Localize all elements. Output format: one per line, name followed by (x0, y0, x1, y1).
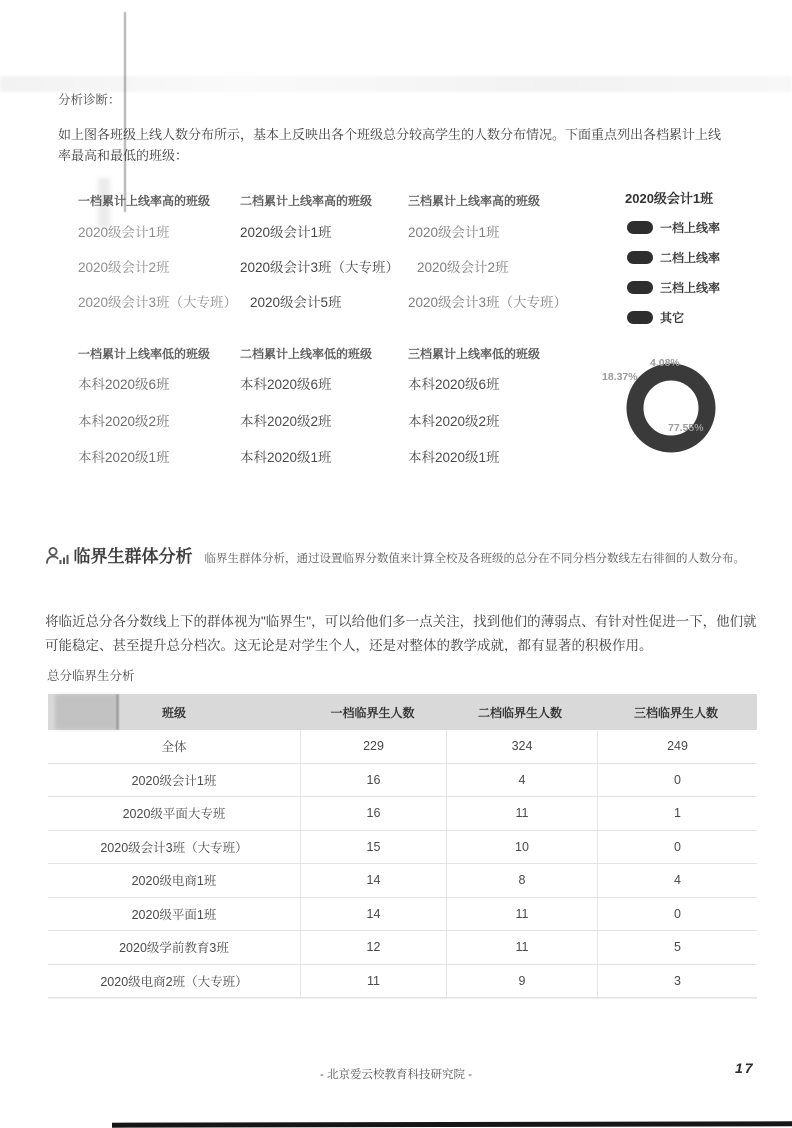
class-name-cell: 2020级会计5班 (250, 295, 342, 310)
legend-label: 二档上线率 (660, 250, 721, 265)
legend-swatch-icon (627, 311, 653, 324)
table-row (48, 931, 757, 965)
scan-streak (124, 12, 126, 212)
tier1-count-cell: 14 (300, 898, 446, 931)
legend-swatch-icon (627, 221, 653, 234)
table-row (48, 730, 757, 764)
donut-chart (616, 353, 726, 463)
tier3-count-cell: 3 (597, 965, 757, 998)
critical-students-table (48, 694, 757, 999)
class-cell: 全体 (161, 740, 187, 755)
legend-item (627, 249, 720, 265)
donut-slice-label: 18.37% (602, 371, 638, 383)
legend-swatch-icon (627, 251, 653, 264)
tier1-count-cell: 229 (300, 730, 446, 763)
class-name-cell: 本科2020级6班 (78, 377, 170, 392)
legend-swatch-icon (627, 281, 653, 294)
class-cell: 2020级电商1班 (131, 874, 217, 889)
legend-label: 三档上线率 (660, 280, 721, 295)
class-name-cell: 2020级会计3班（大专班） (78, 295, 238, 310)
column-header: 一档累计上线率低的班级 (78, 347, 211, 361)
class-name-cell: 2020级会计3班（大专班） (408, 295, 568, 310)
class-name-cell: 本科2020级6班 (240, 377, 332, 392)
class-name-cell: 本科2020级6班 (408, 377, 500, 392)
table-row (48, 764, 757, 798)
chart-title: 2020级会计1班 (625, 191, 714, 206)
tier1-count-cell: 16 (300, 764, 446, 797)
tier1-count-cell: 11 (300, 965, 446, 998)
tier1-count-cell: 15 (300, 831, 446, 864)
table-row (48, 898, 757, 932)
column-header: 班级 (161, 705, 186, 720)
table-header-row (48, 694, 757, 730)
class-name-cell: 本科2020级1班 (408, 450, 500, 465)
class-name-cell: 本科2020级2班 (408, 414, 500, 429)
tier1-count-cell: 14 (300, 864, 446, 897)
donut-ring (616, 353, 726, 463)
legend-item (627, 279, 720, 295)
page-number: 17 (735, 1060, 755, 1076)
tier3-count-cell: 0 (597, 764, 757, 797)
section-paragraph: 将临近总分各分数线上下的群体视为"临界生"，可以给他们多一点关注，找到他们的薄弱点、有针对性促进一下，他们就可能稳定、甚至提升总分档次。这无论是对学生个人，还是对整体的教学成就，都有显著的积极作用。 (45, 614, 757, 653)
scan-edge-bar (112, 1121, 792, 1127)
class-name-cell: 2020级会计2班 (417, 260, 509, 275)
class-cell: 2020级平面1班 (131, 907, 217, 922)
section-title: 临界生群体分析 (73, 547, 193, 566)
class-name-cell: 本科2020级2班 (78, 414, 170, 429)
column-header: 三档累计上线率低的班级 (408, 347, 541, 361)
legend-item (627, 309, 684, 325)
column-header: 二档临界生人数 (477, 705, 562, 720)
section-heading (45, 546, 757, 568)
tier1-count-cell: 12 (300, 931, 446, 964)
column-header: 二档累计上线率高的班级 (240, 194, 373, 208)
tier3-count-cell: 4 (597, 864, 757, 897)
class-cell: 2020级电商2班（大专班） (100, 974, 248, 989)
donut-slice-label: 77.55% (668, 422, 704, 434)
class-name-cell: 本科2020级2班 (240, 414, 332, 429)
class-name-cell: 2020级会计1班 (240, 225, 332, 240)
column-header: 二档累计上线率低的班级 (240, 347, 373, 361)
column-header: 三档临界生人数 (633, 705, 718, 720)
table-row (48, 864, 757, 898)
tier1-count-cell: 16 (300, 797, 446, 830)
diagnosis-body: 如上图各班级上线人数分布所示，基本上反映出各个班级总分较高学生的人数分布情况。下面重点列出各档累计上线率最高和最低的班级： (58, 127, 722, 163)
tier3-count-cell: 249 (597, 730, 757, 763)
tier3-count-cell: 1 (597, 797, 757, 830)
scan-streak (116, 694, 119, 730)
tier2-count-cell: 11 (446, 931, 597, 964)
legend-item (627, 219, 720, 235)
column-header: 一档累计上线率高的班级 (78, 194, 211, 208)
class-cell: 2020级会计1班 (131, 773, 217, 788)
footer-publisher: - 北京爱云校教育科技研究院 - (319, 1069, 473, 1081)
class-cell: 2020级学前教育3班 (119, 941, 229, 956)
tier2-count-cell: 8 (446, 864, 597, 897)
table-row (48, 797, 757, 831)
tier3-count-cell: 0 (597, 898, 757, 931)
table-row (48, 831, 757, 865)
class-cell: 2020级会计3班（大专班） (100, 840, 248, 855)
legend-label: 其它 (660, 310, 685, 325)
section-description: 临界生群体分析，通过设置临界分数值来计算全校及各班级的总分在不同分档分数线左右徘徊的人数分布。 (204, 553, 745, 565)
class-cell: 2020级平面大专班 (122, 807, 226, 822)
tier2-count-cell: 11 (446, 898, 597, 931)
section-subtitle: 总分临界生分析 (47, 669, 135, 683)
scan-smudge (55, 694, 117, 730)
column-header: 三档累计上线率高的班级 (408, 194, 541, 208)
tier3-count-cell: 5 (597, 931, 757, 964)
group-analysis-icon (45, 546, 69, 566)
class-name-cell: 2020级会计3班（大专班） (240, 260, 400, 275)
tier2-count-cell: 10 (446, 831, 597, 864)
donut-slice-label: 4.08% (650, 357, 680, 369)
class-name-cell: 2020级会计2班 (78, 260, 170, 275)
class-name-cell: 2020级会计1班 (408, 225, 500, 240)
class-name-cell: 本科2020级1班 (78, 450, 170, 465)
tier3-count-cell: 0 (597, 831, 757, 864)
tier2-count-cell: 324 (446, 730, 597, 763)
tier2-count-cell: 11 (446, 797, 597, 830)
tier2-count-cell: 9 (446, 965, 597, 998)
tier2-count-cell: 4 (446, 764, 597, 797)
column-header: 一档临界生人数 (330, 705, 415, 720)
class-name-cell: 本科2020级1班 (240, 450, 332, 465)
legend-label: 一档上线率 (660, 220, 721, 235)
diagnosis-title: 分析诊断： (58, 93, 121, 107)
table-row (48, 965, 757, 999)
class-name-cell: 2020级会计1班 (78, 225, 170, 240)
